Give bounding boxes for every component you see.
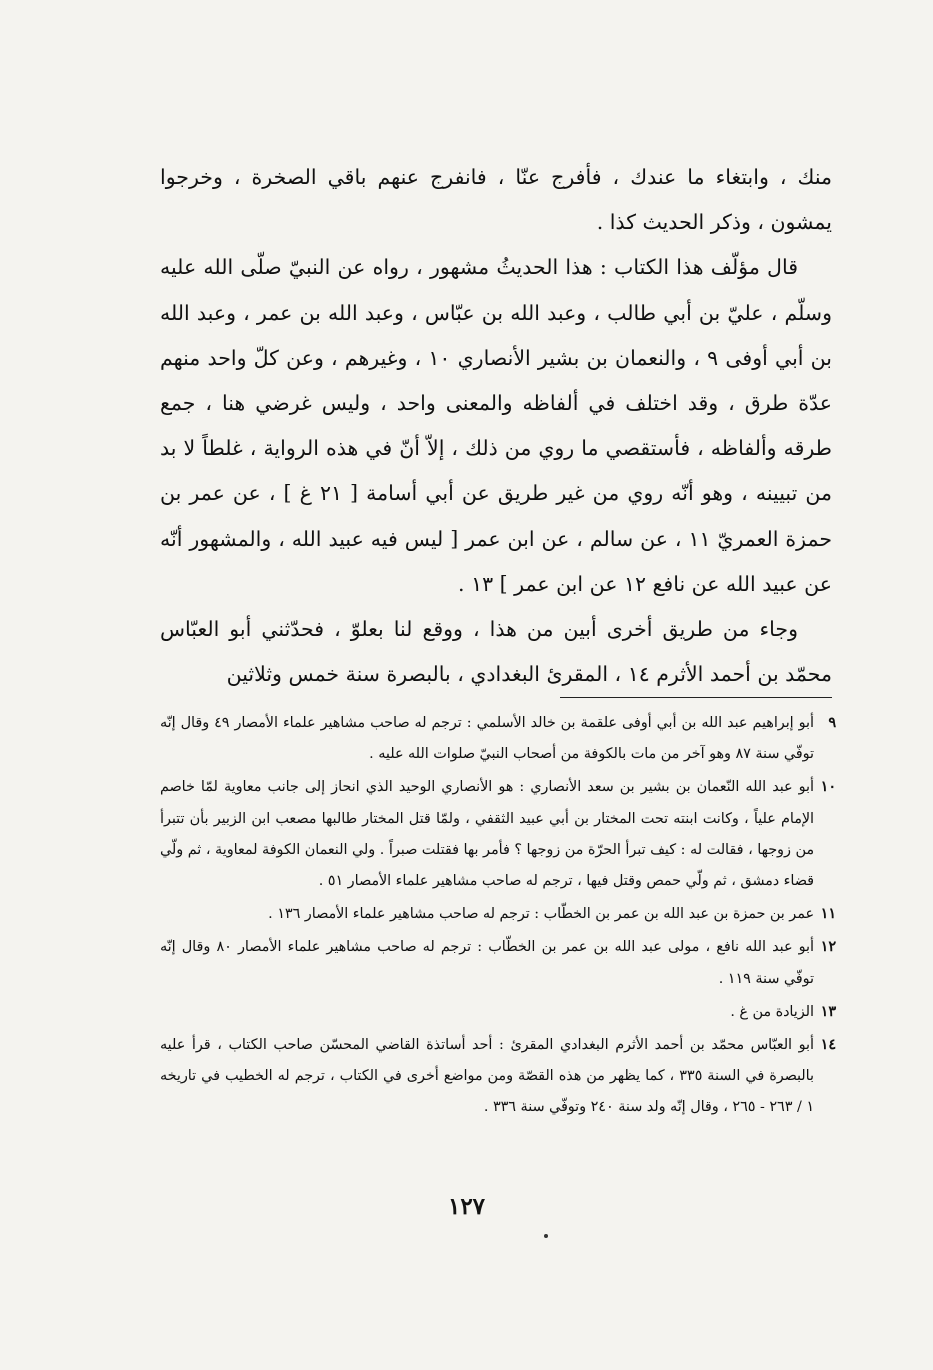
footnote-text: أبو العبّاس محمّد بن أحمد الأثرم البغدادي المقرئ : أحد أساتذة القاضي المحسّن صاحب الكتاب ، قرأ عليه بالبصرة في السنة ٣٣٥ ، كما يظهر من هذه القصّة ومن مواضع أخرى في الكتاب ، ترجم له الخطيب في تاريخه ١ / ٢٦٣ - ٢٦٥ ، وقال إنّه ولد سنة ٢٤٠ وتوفّي سنة ٣٣٦ . [160, 1037, 814, 1116]
footnote-12 [160, 932, 836, 994]
page-number: ١٢٧ [447, 1193, 486, 1220]
ink-dot [544, 1234, 548, 1238]
footnotes [160, 708, 836, 1126]
footnote-text: أبو عبد الله نافع ، مولى عبد الله بن عمر بن الخطّاب : ترجم له صاحب مشاهير علماء الأمصار ٨٠ وقال إنّه توفّي سنة ١١٩ . [160, 939, 815, 987]
footnote-11 [160, 899, 836, 930]
footnote-number: ١١ [820, 906, 836, 923]
footnote-number: ١٤ [820, 1037, 836, 1054]
main-text [160, 155, 832, 697]
footnote-10 [160, 772, 836, 897]
paragraph-2: قال مؤلّف هذا الكتاب : هذا الحديثُ مشهور ، رواه عن النبيّ صلّى الله عليه وسلّم ، عليّ بن أبي طالب ، وعبد الله بن عبّاس ، وعبد الله بن عمر ، وعبد الله بن أبي أوفى ٩ ، والنعمان بن بشير الأنصاري ١٠ ، وغيرهم ، وعن كلّ واحد منهم عدّة طرق ، وقد اختلف في ألفاظه والمعنى واحد ، وليس غرضي هنا ، جمع طرقه وألفاظه ، فأستقصي ما روي من ذلك ، إلاّ أنّ في هذه الرواية ، غلطاً لا بد من تبيينه ، وهو أنّه روي من غير طريق عن أبي أسامة [ ٢١ غ ] ، عن عمر بن حمزة العمريّ ١١ ، عن سالم ، عن ابن عمر [ ليس فيه عبيد الله ، والمشهور أنّه عن عبيد الله عن نافع ١٢ عن ابن عمر ] ١٣ . [160, 255, 833, 596]
footnote-number: ١٣ [820, 1003, 836, 1020]
footnote-separator [560, 697, 832, 698]
footnote-text: أبو عبد الله النّعمان بن بشير بن سعد الأنصاري : هو الأنصاري الوحيد الذي انحاز إلى جانب معاوية لمّا خاصم الإمام علياً ، وكانت ابنته تحت المختار بن أبي عبيد الثقفي ، ولمّا قتل المختار طالبها مصعب ابن الزبير بأن تتبرأ من زوجها ، فقالت له : كيف تبرأ الحرّة من زوجها ؟ فأمر بها فقتلت صبراً . ولي النعمان الكوفة لمعاوية ، ثم ولّي قضاء دمشق ، ثم ولّي حمص وقتل فيها ، ترجم له صاحب مشاهير علماء الأمصار ٥١ . [160, 779, 814, 890]
footnote-text: أبو إبراهيم عبد الله بن أبي أوفى علقمة بن خالد الأسلمي : ترجم له صاحب مشاهير علماء الأمصار ٤٩ وقال إنّه توفّي سنة ٨٧ وهو آخر من مات بالكوفة من أصحاب النبيّ صلوات الله عليه . [160, 715, 814, 763]
footnote-text: الزيادة من غ . [730, 1003, 814, 1020]
paragraph-1: منك ، وابتغاء ما عندك ، فأفرج عنّا ، فانفرج عنهم باقي الصخرة ، وخرجوا يمشون ، وذكر الحديث كذا . [160, 165, 832, 235]
footnote-number: ١٢ [820, 939, 836, 956]
footnote-number: ٩ [828, 715, 836, 731]
paragraph-3: وجاء من طريق أخرى أبين من هذا ، ووقع لنا بعلوّ ، فحدّثني أبو العبّاس محمّد بن أحمد الأثرم ١٤ ، المقرئ البغدادي ، بالبصرة سنة خمس وثلاثين [160, 617, 832, 687]
footnote-number: ١٠ [820, 779, 836, 796]
footnote-text: عمر بن حمزة بن عبد الله بن عمر بن الخطّاب : ترجم له صاحب مشاهير علماء الأمصار ١٣٦ . [268, 906, 814, 923]
footnote-13 [160, 997, 836, 1028]
footnote-14 [160, 1030, 836, 1124]
footnote-9 [160, 708, 836, 770]
